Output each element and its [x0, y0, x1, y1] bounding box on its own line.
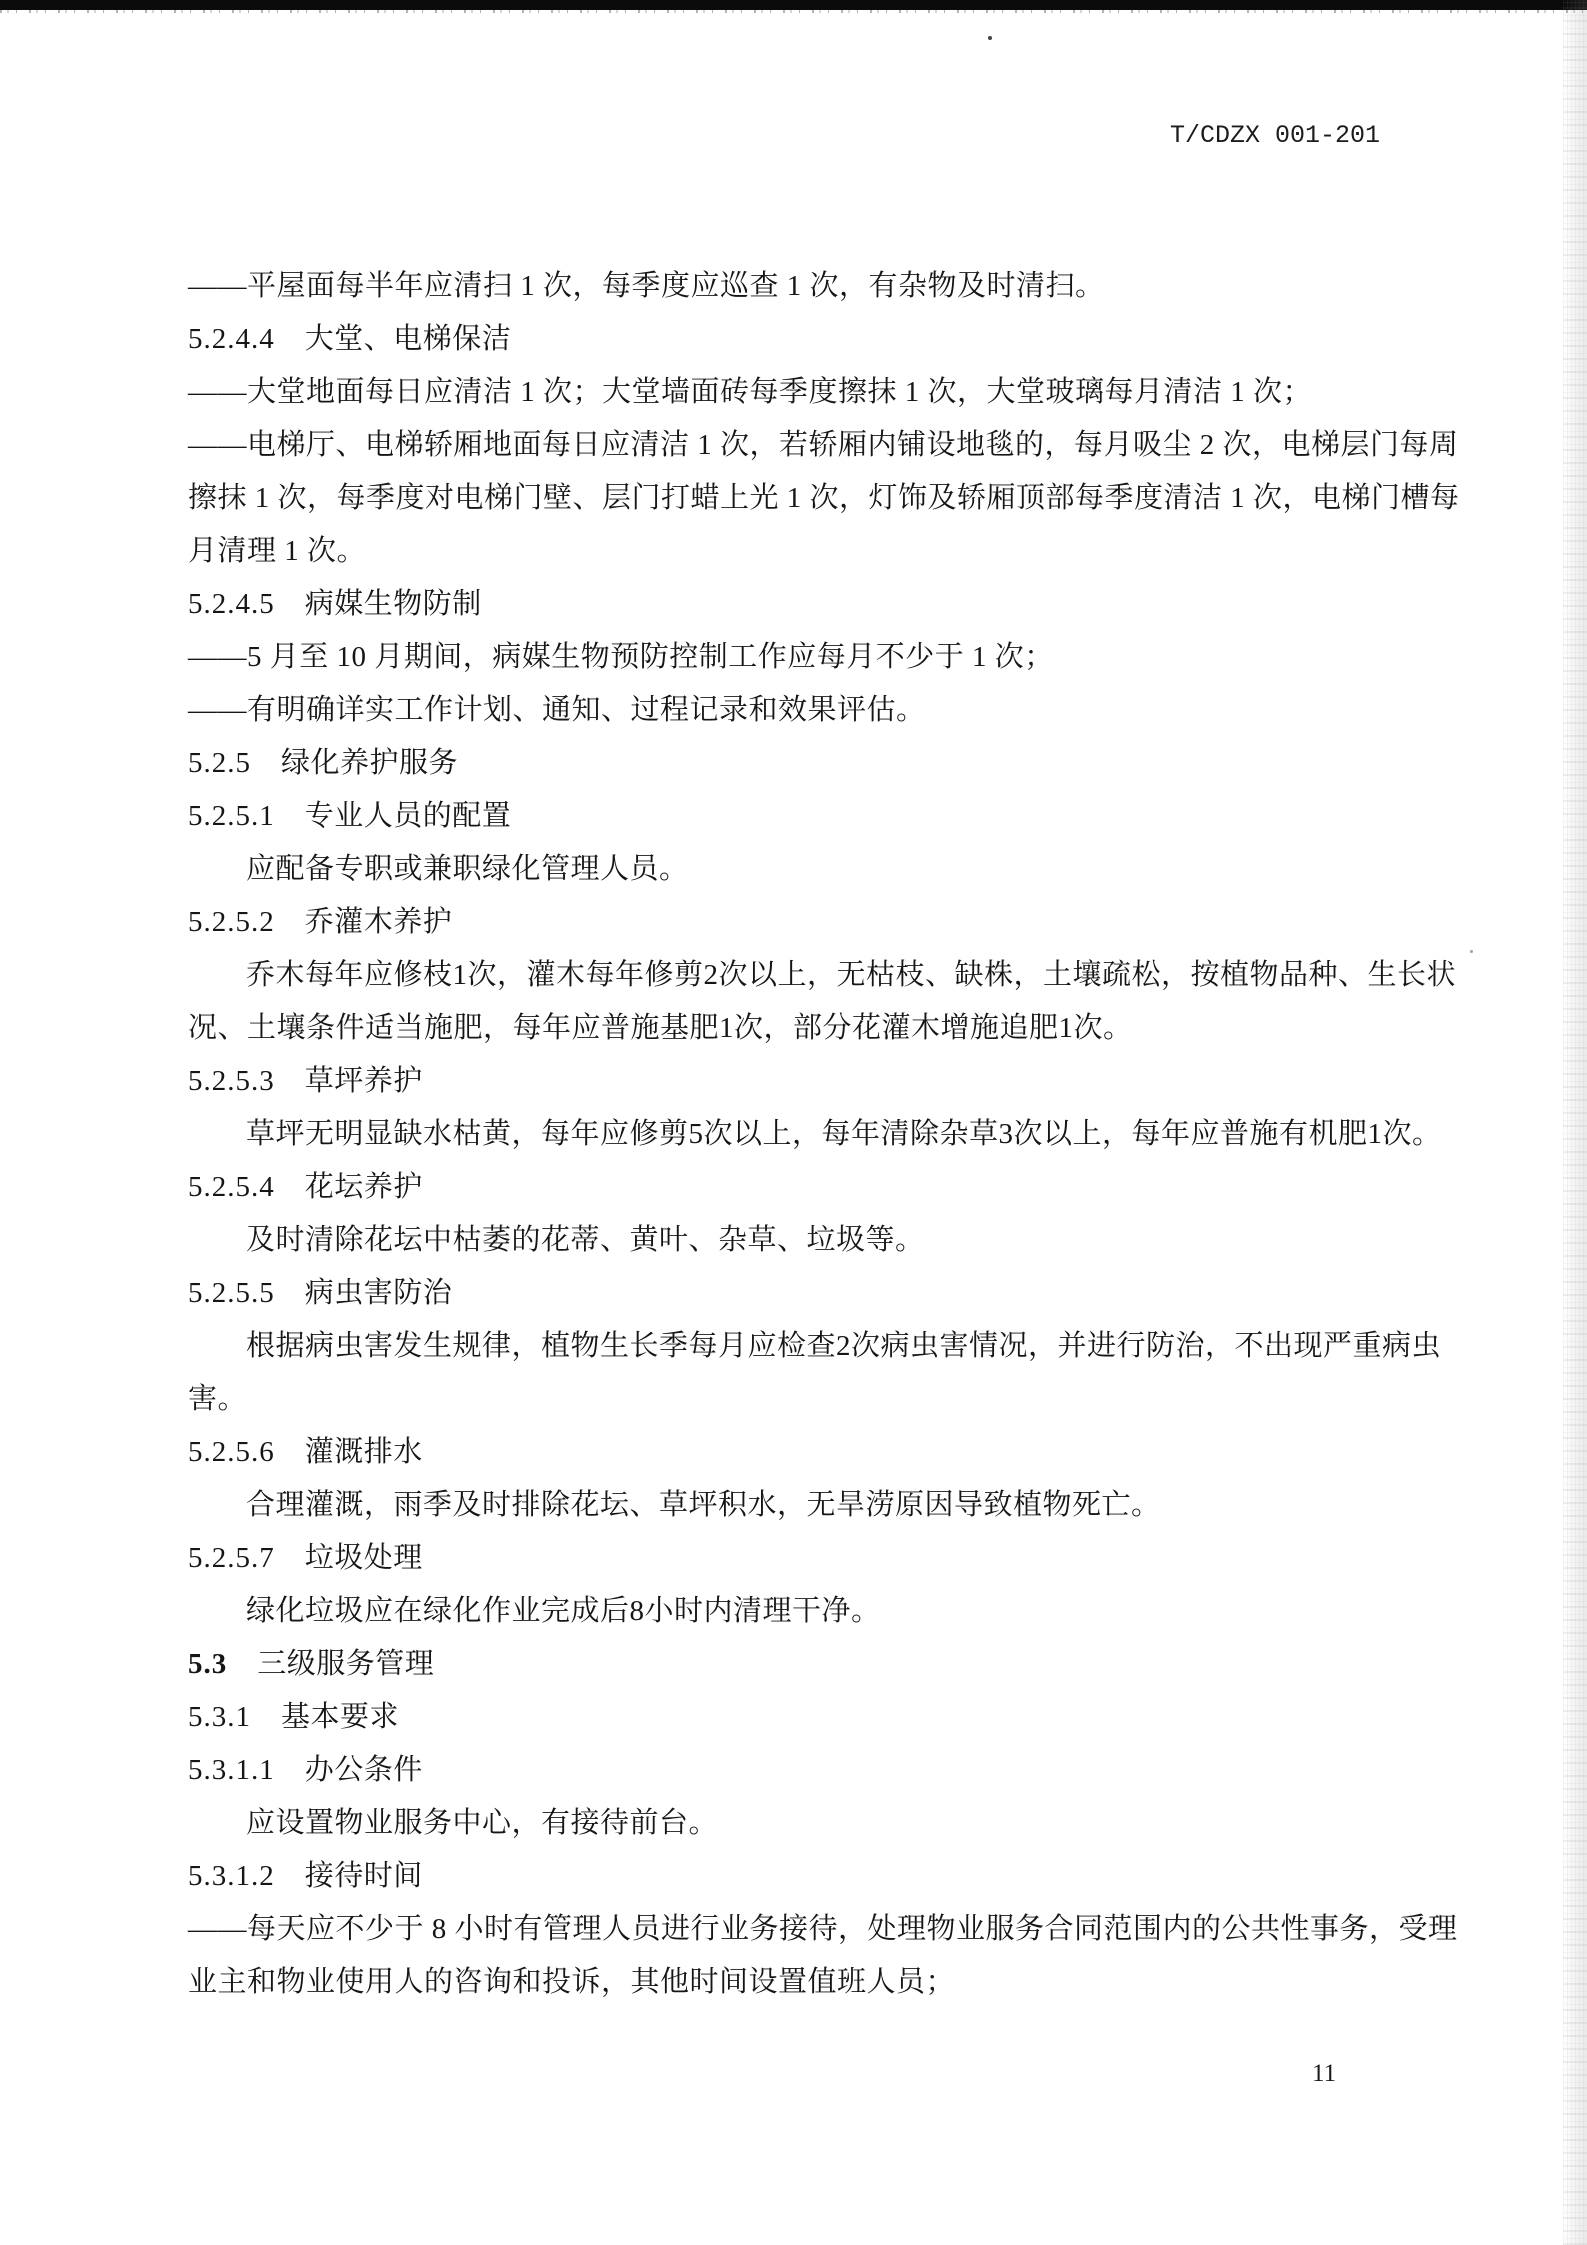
section-number: 5.2.5.2 — [188, 906, 275, 938]
section-number: 5.2.5 — [188, 747, 251, 779]
section-heading — [188, 1850, 1433, 1903]
document-body — [188, 260, 1460, 2009]
section-number: 5.2.5.3 — [188, 1065, 275, 1097]
section-number: 5.3.1 — [188, 1701, 251, 1733]
section-title: 病媒生物防制 — [304, 588, 482, 620]
section-number: 5.2.5.5 — [188, 1277, 275, 1309]
section-number: 5.2.5.7 — [188, 1542, 275, 1574]
body-text-line: 业主和物业使用人的咨询和投诉，其他时间设置值班人员； — [188, 1966, 956, 1998]
section-number: 5.3 — [188, 1648, 228, 1680]
section-number: 5.2.5.6 — [188, 1436, 275, 1468]
section-title: 花坛养护 — [304, 1171, 423, 1203]
body-text-line: 及时清除花坛中枯萎的花蒂、黄叶、杂草、垃圾等。 — [246, 1224, 925, 1256]
body-text-line: ——每天应不少于 8 小时有管理人员进行业务接待，处理物业服务合同范围内的公共性事务，受理 — [188, 1913, 1458, 1945]
section-heading — [188, 1532, 1433, 1585]
section-title: 接待时间 — [304, 1860, 423, 1892]
section-title: 灌溉排水 — [304, 1436, 423, 1468]
section-heading — [188, 790, 1433, 843]
body-text-line: ——5 月至 10 月期间，病媒生物预防控制工作应每月不少于 1 次； — [188, 641, 1054, 673]
section-title: 三级服务管理 — [257, 1648, 435, 1680]
body-text-line: 乔木每年应修枝1次，灌木每年修剪2次以上，无枯枝、缺株，土壤疏松，按植物品种、生长状 — [246, 959, 1457, 991]
body-text-line: ——有明确详实工作计划、通知、过程记录和效果评估。 — [188, 694, 926, 726]
section-heading — [188, 1691, 1433, 1744]
section-heading — [188, 1267, 1433, 1320]
document-code: T/CDZX 001-201 — [1170, 121, 1381, 150]
section-heading — [188, 1638, 1433, 1691]
section-heading — [188, 1426, 1433, 1479]
section-title: 草坪养护 — [304, 1065, 423, 1097]
body-text-line: ——大堂地面每日应清洁 1 次；大堂墙面砖每季度擦抹 1 次，大堂玻璃每月清洁 1 次； — [188, 376, 1313, 408]
scan-speckle — [1470, 950, 1473, 953]
section-heading — [188, 578, 1433, 631]
scan-edge-top — [0, 0, 1587, 10]
body-text-line: 擦抹 1 次，每季度对电梯门壁、层门打蜡上光 1 次，灯饰及轿厢顶部每季度清洁 1 次，电梯门槽每 — [188, 482, 1460, 514]
body-text-line: 况、土壤条件适当施肥，每年应普施基肥1次，部分花灌木增施追肥1次。 — [188, 1012, 1133, 1044]
section-number: 5.2.4.5 — [188, 588, 275, 620]
section-title: 基本要求 — [281, 1701, 400, 1733]
section-title: 垃圾处理 — [304, 1542, 423, 1574]
section-title: 大堂、电梯保洁 — [304, 323, 512, 355]
body-text-line: 害。 — [188, 1383, 248, 1415]
body-text-line: ——电梯厅、电梯轿厢地面每日应清洁 1 次，若轿厢内铺设地毯的，每月吸尘 2 次，电梯层门每周 — [188, 429, 1459, 461]
section-number: 5.2.5.4 — [188, 1171, 275, 1203]
body-text-line: 月清理 1 次。 — [188, 535, 367, 567]
section-title: 病虫害防治 — [304, 1277, 453, 1309]
body-text-line: ——平屋面每半年应清扫 1 次，每季度应巡查 1 次，有杂物及时清扫。 — [188, 270, 1105, 302]
section-heading — [188, 737, 1433, 790]
section-heading — [188, 313, 1433, 366]
section-heading — [188, 1055, 1433, 1108]
section-title: 专业人员的配置 — [304, 800, 512, 832]
section-heading — [188, 1161, 1433, 1214]
section-heading — [188, 1744, 1433, 1797]
section-number: 5.3.1.1 — [188, 1754, 275, 1786]
body-text-line: 绿化垃圾应在绿化作业完成后8小时内清理干净。 — [246, 1595, 881, 1627]
section-title: 乔灌木养护 — [304, 906, 453, 938]
section-title: 办公条件 — [304, 1754, 423, 1786]
section-heading — [188, 896, 1433, 949]
section-number: 5.2.5.1 — [188, 800, 275, 832]
scan-noise-right — [1563, 0, 1587, 2245]
scan-edge-top-fringe — [0, 10, 1587, 22]
section-title: 绿化养护服务 — [281, 747, 459, 779]
body-text-line: 应设置物业服务中心，有接待前台。 — [246, 1807, 719, 1839]
body-text-line: 合理灌溉，雨季及时排除花坛、草坪积水，无旱涝原因导致植物死亡。 — [246, 1489, 1161, 1521]
body-text-line: 应配备专职或兼职绿化管理人员。 — [246, 853, 689, 885]
page-number: 11 — [1312, 2060, 1337, 2087]
body-text-line: 根据病虫害发生规律，植物生长季每月应检查2次病虫害情况，并进行防治，不出现严重病虫 — [246, 1330, 1442, 1362]
section-number: 5.3.1.2 — [188, 1860, 275, 1892]
body-text-line: 草坪无明显缺水枯黄，每年应修剪5次以上，每年清除杂草3次以上，每年应普施有机肥1次。 — [246, 1118, 1442, 1150]
scan-speckle — [988, 36, 992, 40]
section-number: 5.2.4.4 — [188, 323, 275, 355]
